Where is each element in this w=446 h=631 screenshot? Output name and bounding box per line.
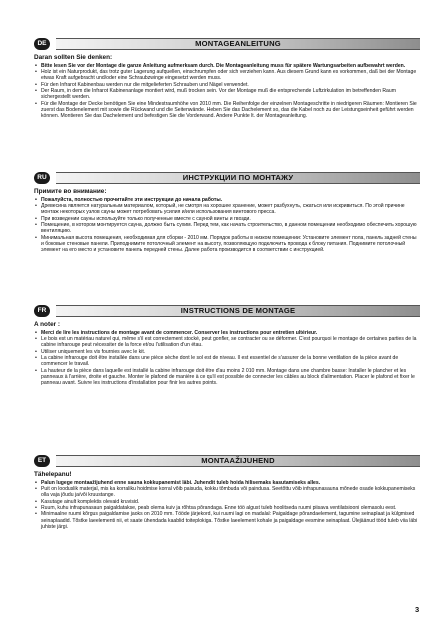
section-ru [34,172,420,254]
section-et [34,455,420,530]
language-badge: ET [34,455,50,467]
section-header [34,38,420,50]
list-item: • Für den Infrarot Kabinenbau werden nur die mitgelieferten Schrauben und Nägel verwendet. [34,82,420,88]
list-item: • Пожалуйста, полностью прочитайте эти инструкции до начала работы. [34,197,420,203]
list-item: • Помещение, в котором монтируется сауна, должно быть сухим. Перед тем, как начать строительство, в данном помещении необходимо обеспечить хорошую вентиляцию. [34,222,420,235]
list-item: • Le bois est un matériau naturel qui, même s'il est correctement stocké, peut gonfler, se contracter ou se déformer. C'est pourquoi le montage de certaines parties de la cabine infrarouge peut nécessiter de la force et/ou l'utilisation d'un étau. [34,336,420,349]
title-bar [56,172,420,184]
language-badge: RU [34,172,50,184]
section-de [34,38,420,120]
list-item: • Minimaalne ruumi kõrgus paigaldamise jaoks on 2010 mm. Tööde järjekord, kui ruumi lagi on madalal: Paigaldage põrandaelement, tagumine seinaplaat ja külgmised seinaplaadid. Tõstke laeelementi nii, et saate ühendada kaablid toiteplokiga. Tõstke laeelement kohale ja paigaldage eesmine seinaplaat. Ülejäänud tööd tuleb viia läbi juhiste järgi. [34,511,420,530]
section-title: INSTRUCTIONS DE MONTAGE [180,306,296,315]
section-header [34,172,420,184]
language-badge: DE [34,38,50,50]
page-number: 3 [415,605,420,614]
section-intro: A noter : [34,321,61,328]
instruction-list [34,480,420,531]
list-item: • Palun lugege montaažijuhend enne sauna kokkupanemist läbi. Juhendit tuleb hoida hilisemaks kasutamiseks alles. [34,480,420,486]
section-intro: Примите во внимание: [34,188,107,195]
instruction-list [34,330,420,387]
list-item: • Древесина является натуральным материалом, который, не смотря на хорошее хранение, может разбухнуть, сжаться или искривиться. По этой причине монтаж некоторых узлов сауны может потребовать усилия и/или использования винтового пресса. [34,203,420,216]
list-item: • Der Raum, in dem die Infrarot Kabinenanlage montiert wird, muß trocken sein. Vor der Montage muß die entsprechende Luftzirkulation im betreffenden Raum sichergestellt werden. [34,88,420,101]
section-title: ИНСТРУКЦИИ ПО МОНТАЖУ [182,173,294,182]
title-bar [56,305,420,317]
list-item: • Bitte lesen Sie vor der Montage die ganze Anleitung aufmerksam durch. Die Montageanleitung muss für spätere Wartungsarbeiten aufbewahrt werden. [34,63,420,69]
section-header [34,455,420,467]
section-fr [34,305,420,387]
section-title: MONTAAŽIJUHEND [201,456,275,465]
list-item: • La hauteur de la pièce dans laquelle est installé la cabine infrarouge doit être d'au moins 2 010 mm. Montage dans une chambre basse: Installer le plancher et les panneaux à l'arrière, droite et gauche. Monter le plafond de manière à ce qu'il est possible de connecter les câbles au block d'alimentation. Placer le plafond et fixer le panneau avant. Suivre les instructions d'installation pour finir les autres points. [34,368,420,387]
title-bar [56,38,420,50]
instruction-list [34,197,420,254]
language-badge: FR [34,305,50,317]
list-item: • Holz ist ein Naturprodukt, das trotz guter Lagerung aufquellen, einschrumpfen oder sich verziehen kann. Aus diesem Grund kann es vorkommen, daß bei der Montage etwas Kraft aufgebracht und/oder eine Schraubzwinge eingesetzt werden muss. [34,69,420,82]
list-item: • Kasutage ainult komplektis olevaid kruvisid. [34,499,420,505]
section-intro: Tähelepanu! [34,471,72,478]
list-item: • При возведении сауны используйте только полученные вместе с сауной винты и гвозди. [34,216,420,222]
list-item: • Ruum, kuhu infrapunasaun paigaldatakse, peab olema kuiv ja rõhtsa põrandaga. Enne töö algust tuleb hoolitseda ruumi piisava ventilatsiooni olemasolu eest. [34,505,420,511]
list-item: • Utiliser uniquement les vis fournies avec le kit. [34,349,420,355]
title-bar [56,455,420,467]
section-intro: Daran sollten Sie denken: [34,54,113,61]
list-item: • Минимальная высота помещения, необходимая для сборки - 2010 мм. Порядок работы в низком помещении: Установите элемент пола, панель задней стены и боковые стеновые панели. Приподнимите потолочный элемент на высоту, позволяющую подключить провода к блоку питания. Поднимите потолочный элемент на его место и установите панель передней стены. Далее работа производится в соответствии с инструкцией. [34,235,420,254]
list-item: • La cabine infrarouge doit être installée dans une pièce sèche dont le sol est de niveau. Il est essentiel de s'assurer de la bonne ventilation de la pièce avant de commencer le travail. [34,355,420,368]
section-title: MONTAGEANLEITUNG [195,39,281,48]
list-item: • Merci de lire les instructions de montage avant de commencer. Conserver les instructions pour entretien ultérieur. [34,330,420,336]
list-item: • Für die Montage der Decke benötigen Sie eine Mindestraumhöhe von 2010 mm. Die Reihenfolge der einzelnen Montageschritte in niedrigeren Räumen: Montieren Sie zuerst das Bodenelement mit sowie die Rückwand und die Seitenwände. Heben Sie das Dachelement so, das die Kabel noch zu der Leistungseinheit geführt werden können. Montieren Sie das Dachelement und befestigen Sie die Vorderwand. Andere Punkte lt. der Montageanleitung. [34,101,420,120]
section-header [34,305,420,317]
instruction-list [34,63,420,120]
list-item: • Puit on looduslik materjal, mis ka korraliku hoidmise korral võib paisuda, kokku tõmbuda või paindusa. Seetõttu võib infrapunasauna mõnede osade kokkupanemiseks olla vaja jõudu ja/või kruustange. [34,486,420,499]
